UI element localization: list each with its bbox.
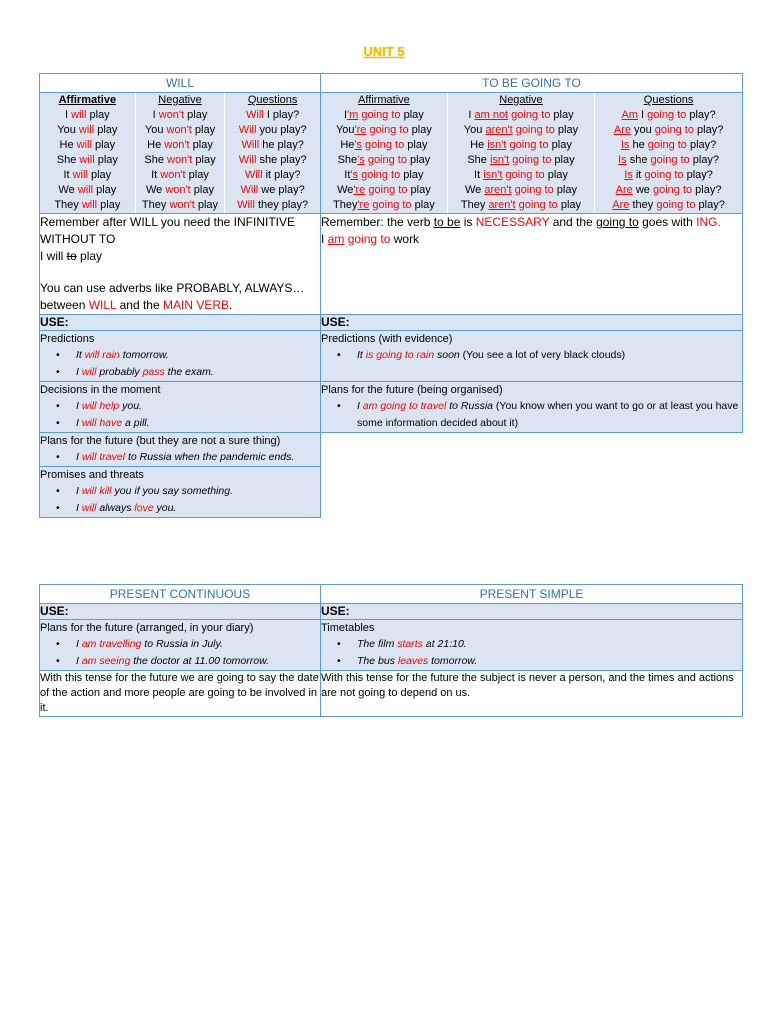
going-to-conj-cell: Are we going to play? xyxy=(615,184,722,196)
example-item: • I am going to travel to Russia (You know when you want to go or at least you have some information decided about it) xyxy=(357,398,742,432)
going-to-conj-cell: Is he going to play? xyxy=(620,139,717,151)
will-section-title: Plans for the future (but they are not a sure thing) xyxy=(40,435,281,447)
will-conj-cell: They will play xyxy=(40,198,135,213)
will-section-plans xyxy=(40,433,321,467)
will-conj-cell: Will it play? xyxy=(244,169,301,181)
present-simple-paragraph: With this tense for the future the subject is never a person, and the times and actions are not going to depend on us. xyxy=(321,671,743,717)
going-to-section-plans xyxy=(321,382,743,433)
example-item: • I will travel to Russia when the pandemic ends. xyxy=(76,449,320,466)
will-conj-cell: I will play xyxy=(40,108,135,123)
going-to-section-predictions xyxy=(321,331,743,382)
will-conj-cell: He won't play xyxy=(135,138,225,153)
going-to-note xyxy=(321,214,743,315)
present-continuous-header: PRESENT CONTINUOUS xyxy=(40,585,321,604)
example-item: • I will help you. xyxy=(76,398,320,415)
page-title: UNIT 5 xyxy=(363,44,405,59)
will-conj-cell: You won't play xyxy=(135,123,225,138)
going-to-conj-cell: She isn't going to play xyxy=(447,153,594,168)
will-conj-cell: Will they play? xyxy=(237,199,309,211)
example-item: • I will have a pill. xyxy=(76,415,320,432)
will-col-head: Questions xyxy=(247,94,298,106)
going-to-conj-cell: Am I going to play? xyxy=(621,109,716,121)
example-item: • I will kill you if you say something. xyxy=(76,483,320,500)
example-item: • It is going to rain soon (You see a lot of very black clouds) xyxy=(357,347,742,364)
going-to-use-label: USE: xyxy=(321,315,743,331)
going-to-conj-cell: She's going to play xyxy=(321,153,447,168)
will-conj-cell: Will he play? xyxy=(241,139,304,151)
will-conj-cell: You will play xyxy=(40,123,135,138)
present-simple-use-label: USE: xyxy=(321,604,743,620)
example-item: • The film starts at 21:10. xyxy=(357,636,742,653)
going-to-header: TO BE GOING TO xyxy=(321,74,743,93)
will-conj-cell: Will you play? xyxy=(238,124,307,136)
will-section-title: Predictions xyxy=(40,333,95,345)
present-simple-section-title: Timetables xyxy=(321,622,375,634)
example-item: • I will probably pass the exam. xyxy=(76,364,320,381)
going-to-example-list xyxy=(321,398,742,432)
present-simple-section xyxy=(321,620,743,671)
will-conj-cell: Will I play? xyxy=(246,109,300,121)
going-to-conj-cell: He isn't going to play xyxy=(447,138,594,153)
will-conj-cell: Will she play? xyxy=(238,154,307,166)
will-use-label: USE: xyxy=(40,315,321,331)
will-note-example: I will to play xyxy=(40,249,103,263)
will-conj-cell: It won't play xyxy=(135,168,225,183)
will-conj-cell: It will play xyxy=(40,168,135,183)
going-to-conj-cell: They're going to play xyxy=(321,198,447,213)
going-to-conj-cell: You aren't going to play xyxy=(447,123,594,138)
will-conj-cell: He will play xyxy=(40,138,135,153)
present-continuous-example-list xyxy=(40,636,320,670)
going-to-note-example: I am going to work xyxy=(321,232,420,246)
will-conjugation-cell xyxy=(40,93,321,214)
going-to-col-head: Negative xyxy=(447,93,594,108)
example-item: • It will rain tomorrow. xyxy=(76,347,320,364)
will-conj-cell: They won't play xyxy=(135,198,225,213)
will-header: WILL xyxy=(40,74,321,93)
will-example-list xyxy=(40,398,320,432)
will-col-head: Negative xyxy=(135,93,225,108)
going-to-conjugation-grid xyxy=(321,93,742,213)
going-to-conj-cell: It's going to play xyxy=(321,168,447,183)
present-continuous-section xyxy=(40,620,321,671)
will-example-list xyxy=(40,449,320,466)
empty-cell xyxy=(321,433,743,467)
going-to-conj-cell: It isn't going to play xyxy=(447,168,594,183)
going-to-conj-cell: He's going to play xyxy=(321,138,447,153)
going-to-conj-cell: Is it going to play? xyxy=(624,169,713,181)
going-to-col-head: Questions xyxy=(643,94,694,106)
example-item: • The bus leaves tomorrow. xyxy=(357,653,742,670)
present-continuous-use-label: USE: xyxy=(40,604,321,620)
present-simple-header: PRESENT SIMPLE xyxy=(321,585,743,604)
going-to-example-list xyxy=(321,347,742,364)
present-continuous-paragraph: With this tense for the future we are going to say the date of the action and more people are going to be involved in it. xyxy=(40,671,321,717)
going-to-conj-cell: We're going to play xyxy=(321,183,447,198)
going-to-conj-cell: They aren't going to play xyxy=(447,198,594,213)
going-to-conj-cell: I'm going to play xyxy=(321,108,447,123)
example-item: • I am seeing the doctor at 11.00 tomorrow. xyxy=(76,653,320,670)
will-section-predictions xyxy=(40,331,321,382)
present-simple-example-list xyxy=(321,636,742,670)
going-to-section-title: Plans for the future (being organised) xyxy=(321,384,503,396)
present-continuous-section-title: Plans for the future (arranged, in your diary) xyxy=(40,622,254,634)
going-to-section-title: Predictions (with evidence) xyxy=(321,333,453,345)
will-section-title: Promises and threats xyxy=(40,469,144,481)
will-example-list xyxy=(40,483,320,517)
will-note-line2: You can use adverbs like PROBABLY, ALWAYS… between WILL and the MAIN VERB. xyxy=(40,281,305,312)
will-conj-cell: We won't play xyxy=(135,183,225,198)
going-to-conj-cell: We aren't going to play xyxy=(447,183,594,198)
will-note-line1: Remember after WILL you need the INFINITIVE WITHOUT TO xyxy=(40,215,295,246)
example-item: • I am travelling to Russia in July. xyxy=(76,636,320,653)
going-to-col-head: Affirmative xyxy=(321,93,447,108)
going-to-conj-cell: Are you going to play? xyxy=(613,124,724,136)
will-conj-cell: She won't play xyxy=(135,153,225,168)
will-conj-cell: We will play xyxy=(40,183,135,198)
going-to-conj-cell: I am not going to play xyxy=(447,108,594,123)
going-to-conj-cell: You're going to play xyxy=(321,123,447,138)
will-going-to-table xyxy=(39,73,743,518)
will-conj-cell: I won't play xyxy=(135,108,225,123)
going-to-conjugation-cell xyxy=(321,93,743,214)
will-example-list xyxy=(40,347,320,381)
will-col-head: Affirmative xyxy=(40,93,135,108)
will-conj-cell: Will we play? xyxy=(240,184,305,196)
present-tenses-table xyxy=(39,584,743,717)
will-conj-cell: She will play xyxy=(40,153,135,168)
going-to-conj-cell: Are they going to play? xyxy=(612,199,725,211)
empty-cell xyxy=(321,467,743,518)
going-to-note-line1: Remember: the verb to be is NECESSARY and the going to goes with ING. xyxy=(321,215,721,229)
will-section-promises xyxy=(40,467,321,518)
will-note xyxy=(40,214,321,315)
will-section-title: Decisions in the moment xyxy=(40,384,161,396)
example-item: • I will always love you. xyxy=(76,500,320,517)
going-to-conj-cell: Is she going to play? xyxy=(618,154,720,166)
will-conjugation-grid xyxy=(40,93,320,213)
will-section-decisions xyxy=(40,382,321,433)
